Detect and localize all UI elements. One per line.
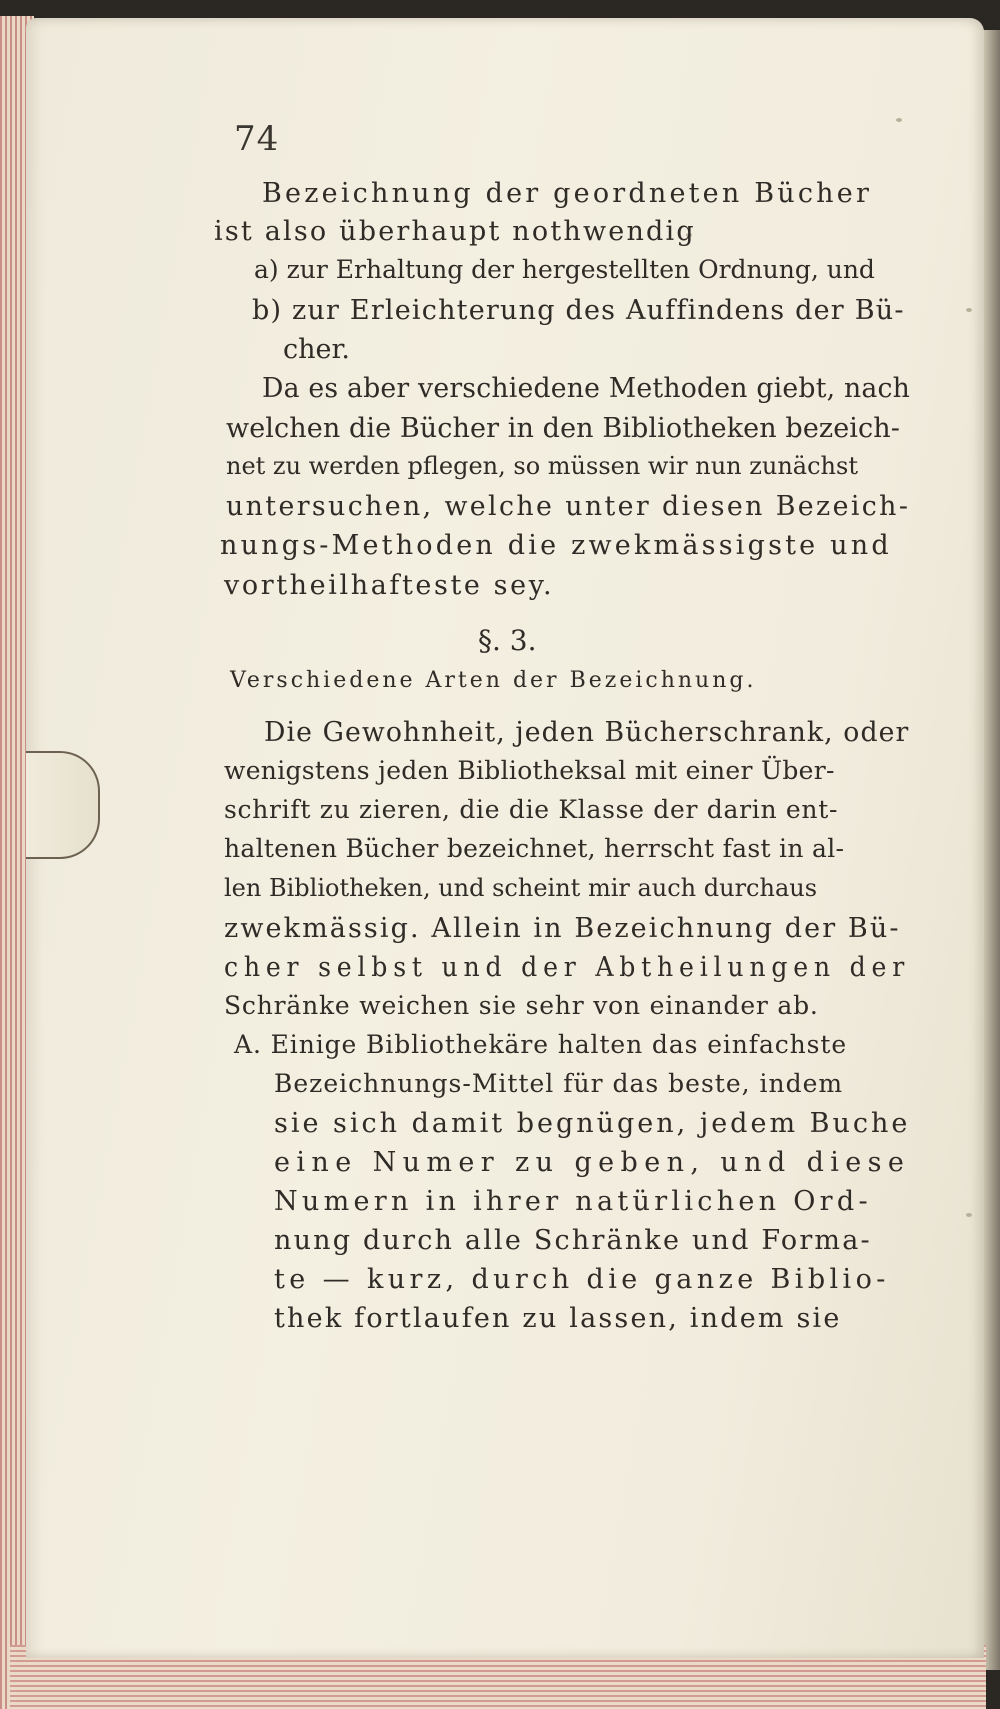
text-line: len Bibliotheken, und scheint mir auch durchaus xyxy=(224,874,818,902)
text-line: haltenen Bücher bezeichnet, herrscht fast in al- xyxy=(224,834,845,863)
text-line: nungs-Methoden die zwekmässigste und xyxy=(220,530,892,561)
text-line: zwekmässig. Allein in Bezeichnung der Bü- xyxy=(224,913,901,944)
text-line: Da es aber verschiedene Methoden giebt, nach xyxy=(262,373,911,404)
text-line: Bezeichnungs-Mittel für das beste, indem xyxy=(274,1069,844,1098)
text-line: cher selbst und der Abtheilungen der xyxy=(224,952,911,983)
text-line: eine Numer zu geben, und diese xyxy=(274,1147,911,1178)
text-line: wenigstens jeden Bibliotheksal mit einer Über- xyxy=(224,756,835,785)
text-line: A. Einige Bibliothekäre halten das einfachste xyxy=(234,1030,848,1059)
text-line: vortheilhafteste sey. xyxy=(224,570,555,601)
section-title: Verschiedene Arten der Bezeichnung. xyxy=(230,668,757,693)
text-line: cher. xyxy=(283,334,351,365)
text-line: sie sich damit begnügen, jedem Buche xyxy=(274,1108,911,1139)
page-tab-marker xyxy=(26,751,100,859)
text-line: thek fortlaufen zu lassen, indem sie xyxy=(274,1303,842,1334)
page-number: 74 xyxy=(234,119,280,159)
text-line: net zu werden pflegen, so müssen wir nun zunächst xyxy=(226,452,858,480)
text-line: Numern in ihrer natürlichen Ord- xyxy=(274,1186,872,1217)
text-line: nung durch alle Schränke und Forma- xyxy=(274,1225,872,1256)
section-number: §. 3. xyxy=(478,624,537,657)
text-line: welchen die Bücher in den Bibliotheken bezeich- xyxy=(226,413,900,444)
book-page xyxy=(26,18,984,1658)
text-line: te — kurz, durch die ganze Biblio- xyxy=(274,1264,890,1295)
text-line: Die Gewohnheit, jeden Bücherschrank, oder xyxy=(264,717,910,748)
text-line: Bezeichnung der geordneten Bücher xyxy=(262,178,873,209)
text-line: a) zur Erhaltung der hergestellten Ordnung, und xyxy=(254,255,875,284)
text-line: schrift zu zieren, die die Klasse der darin ent- xyxy=(224,795,839,824)
text-line: untersuchen, welche unter diesen Bezeich- xyxy=(226,491,911,522)
text-line: ist also überhaupt nothwendig xyxy=(214,216,696,247)
text-line: b) zur Erleichterung des Auffindens der Bü- xyxy=(252,295,905,326)
text-line: Schränke weichen sie sehr von einander ab. xyxy=(224,991,819,1020)
